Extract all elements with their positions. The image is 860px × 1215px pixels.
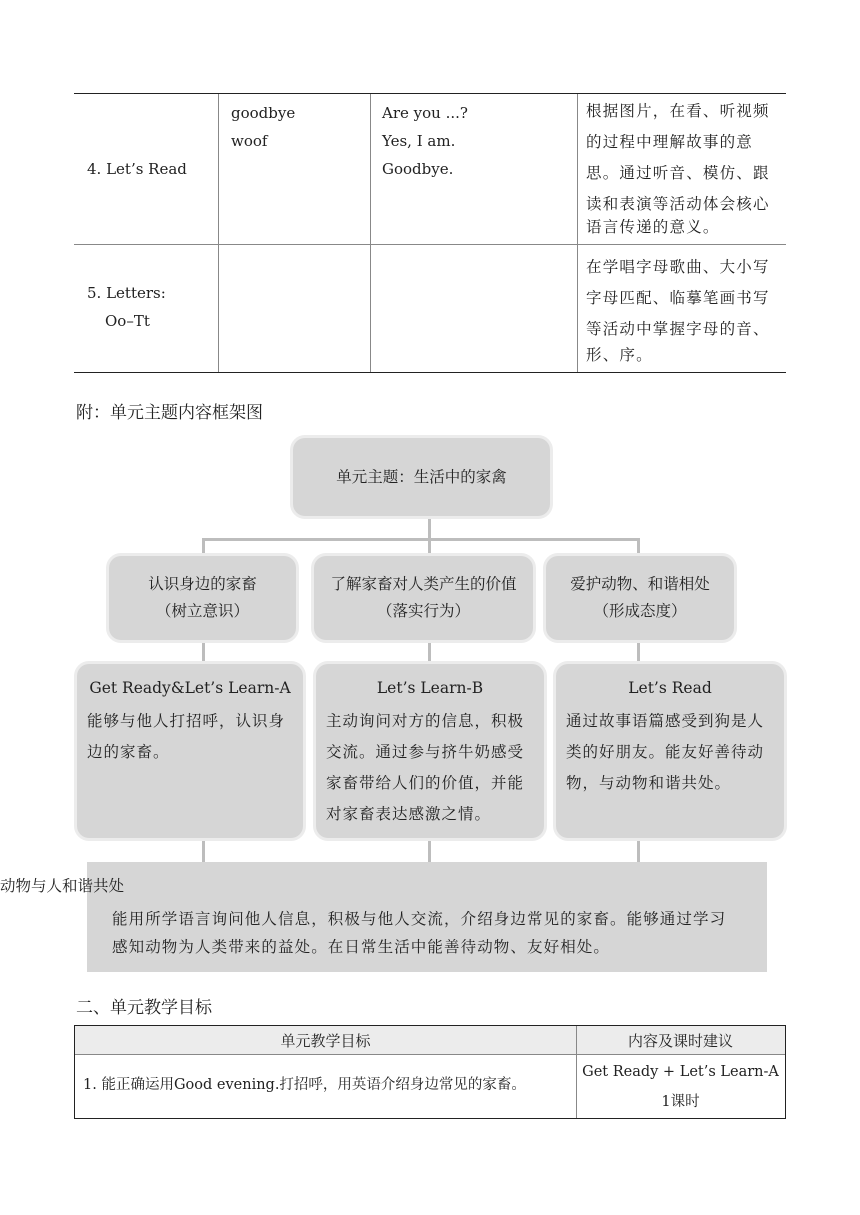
connector — [637, 838, 640, 862]
content-suggestion: Get Ready + Let’s Learn-A — [582, 1064, 779, 1080]
lesson-name: 4. Let’s Read — [87, 160, 187, 178]
sentence: Goodbye. — [382, 160, 454, 178]
lesson-name: Oo–Tt — [105, 312, 150, 330]
root-theme-box — [293, 438, 550, 516]
sentence: Yes, I am. — [382, 132, 456, 150]
theme-title: 认识身边的家畜 — [148, 575, 257, 593]
summary-line: 能用所学语言询问他人信息，积极与他人交流，介绍身边常见的家畜。能够通过学习 — [112, 910, 727, 928]
connector — [202, 838, 205, 862]
theme-subtitle: （树立意识） — [155, 602, 249, 620]
lesson-table — [74, 93, 786, 373]
theme-box — [546, 556, 734, 640]
lesson-description: 家畜带给人们的价值，并能 — [326, 774, 525, 792]
lesson-description: 类的好朋友。能友好善待动 — [566, 743, 765, 761]
lesson-title: Get Ready&Let’s Learn-A — [89, 679, 291, 697]
lesson-box — [556, 664, 784, 838]
lesson-description: 对家畜表达感激之情。 — [326, 805, 492, 823]
word: woof — [231, 132, 268, 150]
root-theme-text: 单元主题：生活中的家禽 — [336, 468, 507, 486]
summary-line: 感知动物为人类带来的益处。在日常生活中能善待动物、友好相处。 — [112, 938, 611, 956]
theme-box — [314, 556, 533, 640]
theme-box — [109, 556, 296, 640]
lesson-description: 能够与他人打招呼，认识身 — [87, 712, 286, 730]
lesson-title: Let’s Read — [628, 679, 712, 697]
sentence: Are you ...? — [382, 104, 468, 122]
objective-text: 1. 能正确运用Good evening.打招呼，用英语介绍身边常见的家畜。 — [83, 1077, 526, 1093]
appendix-title: 附：单元主题内容框架图 — [76, 403, 263, 423]
table-divider — [218, 94, 219, 372]
lesson-name: 5. Letters: — [87, 284, 166, 302]
theme-title: 了解家畜对人类产生的价值 — [330, 575, 517, 593]
table-header: 内容及课时建议 — [627, 1032, 733, 1050]
lesson-title: Let’s Learn-B — [376, 679, 484, 697]
lesson-description: 交流。通过参与挤牛奶感受 — [326, 743, 525, 761]
objectives-table — [74, 1025, 786, 1119]
connector — [637, 538, 640, 556]
connector — [428, 640, 431, 664]
connector — [202, 538, 205, 556]
connector — [637, 640, 640, 664]
goal-line: 字母匹配、临摹笔画书写 — [586, 289, 770, 307]
section-title: 二、单元教学目标 — [76, 998, 212, 1018]
goal-line: 等活动中掌握字母的音、 — [586, 320, 770, 338]
connector — [428, 516, 431, 538]
lesson-description: 通过故事语篇感受到狗是人 — [566, 712, 765, 730]
goal-line: 的过程中理解故事的意 — [586, 133, 754, 151]
connector — [428, 538, 431, 556]
table-divider — [370, 94, 371, 372]
theme-title: 爱护动物、和谐相处 — [570, 575, 710, 593]
goal-line: 读和表演等活动体会核心 — [586, 195, 770, 213]
goal-line: 在学唱字母歌曲、大小写 — [586, 258, 770, 276]
goal-line: 根据图片，在看、听视频 — [586, 102, 770, 120]
lesson-box — [77, 664, 303, 838]
table-divider — [74, 244, 786, 245]
theme-subtitle: （落实行为） — [376, 602, 470, 620]
goal-line: 语言传递的意义。 — [586, 218, 720, 236]
theme-subtitle: （形成态度） — [593, 602, 687, 620]
word: goodbye — [231, 104, 296, 122]
summary-title: 动物与人和谐共处 — [0, 877, 125, 895]
table-divider — [577, 94, 578, 372]
connector — [428, 838, 431, 862]
lesson-count: 1课时 — [661, 1094, 700, 1110]
lesson-description: 主动询问对方的信息，积极 — [326, 712, 525, 730]
table-header: 单元教学目标 — [280, 1032, 371, 1050]
connector — [202, 640, 205, 664]
lesson-description: 边的家畜。 — [87, 743, 170, 761]
lesson-box — [316, 664, 544, 838]
lesson-description: 物，与动物和谐共处。 — [566, 774, 732, 792]
connector — [202, 538, 640, 541]
goal-line: 思。通过听音、模仿、跟 — [586, 164, 770, 182]
goal-line: 形、序。 — [586, 346, 653, 364]
